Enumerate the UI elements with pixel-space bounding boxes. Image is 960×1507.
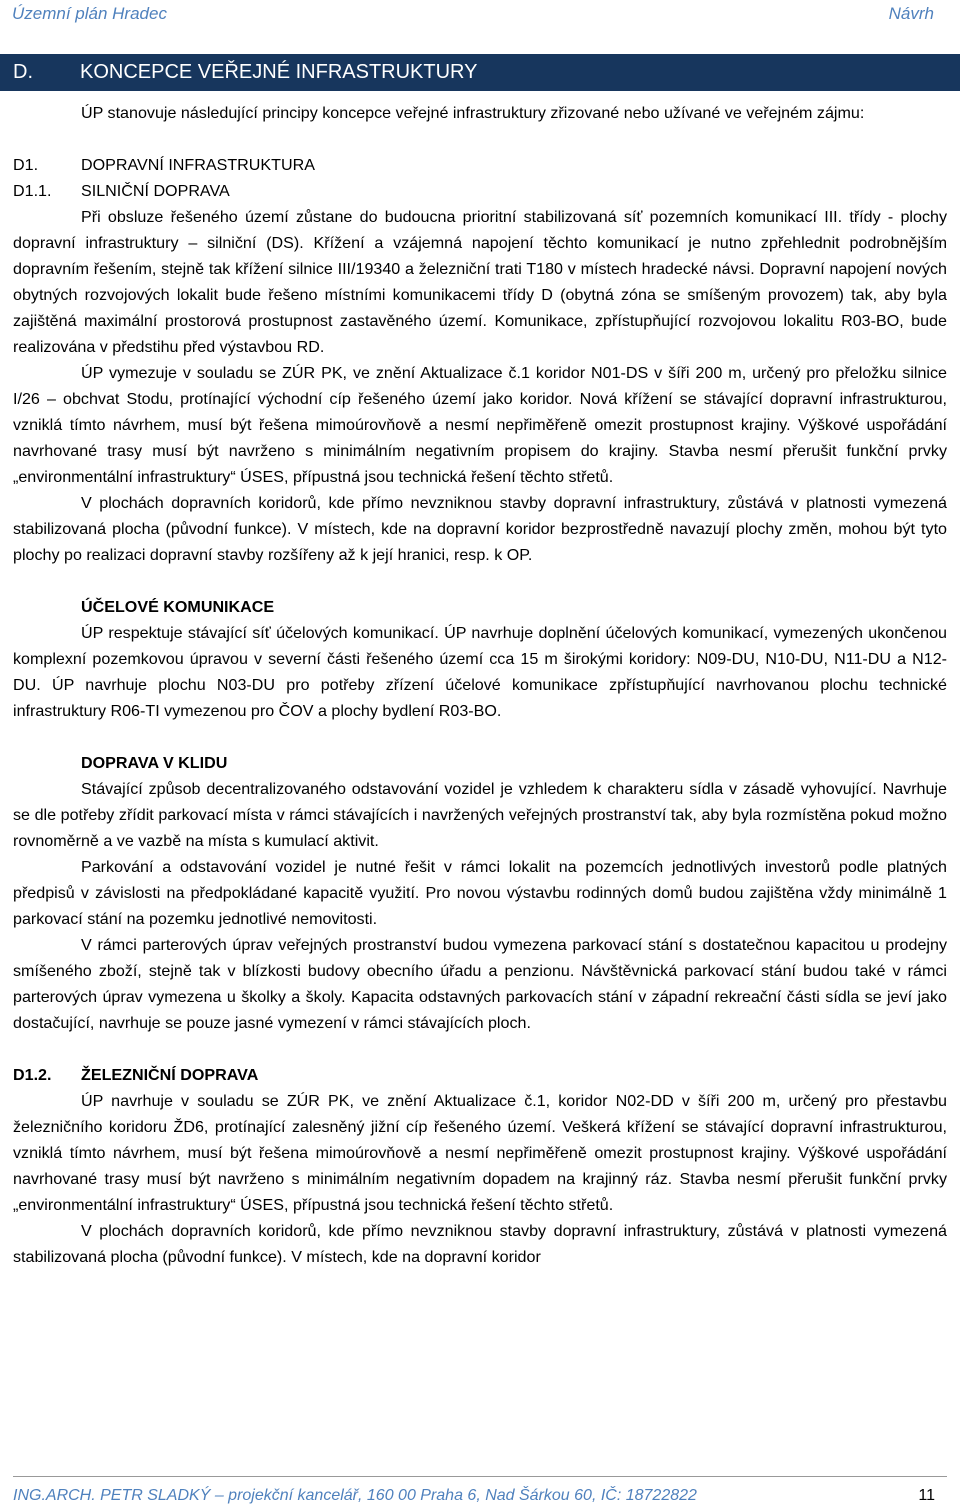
footer-company: ING.ARCH. PETR SLADKÝ – projekční kancelář, 160 00 Praha 6, Nad Šárkou 60, IČ: 18722822	[13, 1487, 697, 1504]
page-footer	[13, 1476, 947, 1505]
section-number: D1.	[13, 156, 39, 174]
intro-paragraph: ÚP stanovuje následující principy koncepce veřejné infrastruktury zřizované nebo užívané ve veřejném zájmu:	[81, 104, 865, 122]
page-number: 11	[918, 1487, 935, 1504]
paragraph: ÚP respektuje stávající síť účelových komunikací. ÚP navrhuje doplnění účelových komunikací, vymezených ukončenou komplexní pozemkovou úpravou v severní části řešeného území cca 15 m širokými koridory: N09-DU, N10-DU, N11-DU a N12-DU. ÚP navrhuje plochu N03-DU pro potřeby zřízení účelové komunikace zpřístupňující navrhovanou plochu technické infrastruktury R06-TI vymezenou pro ČOV a plochy bydlení R03-BO.	[13, 624, 947, 720]
paragraph: ÚP navrhuje v souladu se ZÚR PK, ve znění Aktualizace č.1, koridor N02-DD v šíři 200 m, určený pro přestavbu železničního koridoru ŽD6, protínající zalesněný jižní cíp řešeného území. Veškerá křížení se stávající dopravní infrastrukturou, vzniklá tímto návrhem, musí být řešena mimoúrovňově a nesmí nepřiměřeně omezit prostupnost krajiny. Výškové uspořádání navrhované trasy musí být navrženo s minimálním negativním dopadem na krajinný ráz. Stavba nesmí přerušit funkční prvky „environmentální infrastruktury“ ÚSES, přípustná jsou technická řešení těchto střetů.	[13, 1092, 947, 1214]
paragraph: Parkování a odstavování vozidel je nutné řešit v rámci lokalit na pozemcích jednotlivých investorů podle platných předpisů v závislosti na předpokládané kapacitě využití. Pro novou výstavbu rodinných domů budou zajištěna vždy minimálně 1 parkovací stání na pozemku jednotlivé nemovitosti.	[13, 858, 947, 928]
header-document-title: Územní plán Hradec	[12, 4, 167, 23]
paragraph: Při obsluze řešeného území zůstane do budoucna prioritní stabilizovaná síť pozemních komunikací III. třídy - plochy dopravní infrastruktury – silniční (DS). Křížení a vzájemná napojení těchto komunikací je nutno zpřehlednit podrobnějším dopravním řešením, stejně tak křížení silnice III/19340 a železniční trati T180 v místech hradecké návsi. Dopravní napojení nových obytných rozvojových lokalit bude řešeno místními komunikacemi třídy D (obytná zóna se smíšeným provozem) tak, aby byla zajištěná maximální prostorová prostupnost zastavěného území. Komunikace, zpřístupňující rozvojovou lokalitu R03-BO, bude realizována v předstihu před výstavbou RD.	[13, 208, 947, 356]
section-heading-d11	[13, 178, 947, 204]
paragraph: V plochách dopravních koridorů, kde přímo nevzniknou stavby dopravní infrastruktury, zůstává v platnosti vymezená stabilizovaná plocha (původní funkce). V místech, kde na dopravní koridor bezprostředně navazují plochy změn, mohou být tyto plochy po realizaci dopravní stavby rozšířeny až k její hranici, resp. k OP.	[13, 494, 947, 564]
paragraph: V plochách dopravních koridorů, kde přímo nevzniknou stavby dopravní infrastruktury, zůstává v platnosti vymezená stabilizovaná plocha (původní funkce). V místech, kde na dopravní koridor	[13, 1222, 947, 1266]
subsection-heading-klid: DOPRAVA V KLIDU	[81, 754, 228, 772]
chapter-number: D.	[13, 61, 33, 83]
chapter-heading	[0, 54, 960, 91]
section-number: D1.2.	[13, 1066, 52, 1084]
paragraph: ÚP vymezuje v souladu se ZÚR PK, ve znění Aktualizace č.1 koridor N01-DS v šíři 200 m, určený pro přeložku silnice I/26 – obchvat Stodu, protínající východní cíp řešeného území jako koridor. Nová křížení se stávající dopravní infrastrukturou, vzniklá tímto návrhem, musí být řešena mimoúrovňově a nesmí nepřiměřeně omezit prostupnost krajiny. Výškové uspořádání navrhované trasy musí být navrženo s minimálním negativním propisem do krajiny. Stavba nesmí přerušit funkční prvky „environmentální infrastruktury“ ÚSES, přípustná jsou technická řešení těchto střetů.	[13, 364, 947, 486]
section-title: ŽELEZNIČNÍ DOPRAVA	[81, 1066, 259, 1084]
paragraph: V rámci parterových úprav veřejných prostranství budou vymezena parkovací stání s dostatečnou kapacitou u prodejny smíšeného zboží, stejně tak v blízkosti budovy obecního úřadu a penzionu. Návštěvnická parkovací stání budou také v rámci parterových úprav vymezena u školky a školy. Kapacita odstavných parkovacích stání v západní rekreační části sídla se jeví jako dostačující, navrhuje se pouze jasné vymezení v rámci stávajících ploch.	[13, 936, 947, 1032]
header-status: Návrh	[888, 4, 934, 23]
page-header	[0, 0, 960, 34]
paragraph: Stávající způsob decentralizovaného odstavování vozidel je vzhledem k charakteru sídla v zásadě vyhovující. Navrhuje se dle potřeby zřídit parkovací místa v rámci stávajících i navržených veřejných prostranství tak, aby byla rozmístěna pokud možno rovnoměrně a ve vazbě na místa s kumulací aktivit.	[13, 780, 947, 850]
subsection-heading-ucelove: ÚČELOVÉ KOMUNIKACE	[81, 598, 275, 616]
document-body	[13, 100, 947, 1270]
chapter-title: KONCEPCE VEŘEJNÉ INFRASTRUKTURY	[80, 61, 478, 83]
section-title: SILNIČNÍ DOPRAVA	[81, 182, 230, 200]
section-number: D1.1.	[13, 182, 52, 200]
section-title: DOPRAVNÍ INFRASTRUKTURA	[81, 156, 315, 174]
section-heading-d12	[13, 1062, 947, 1088]
section-heading-d1	[13, 152, 947, 178]
